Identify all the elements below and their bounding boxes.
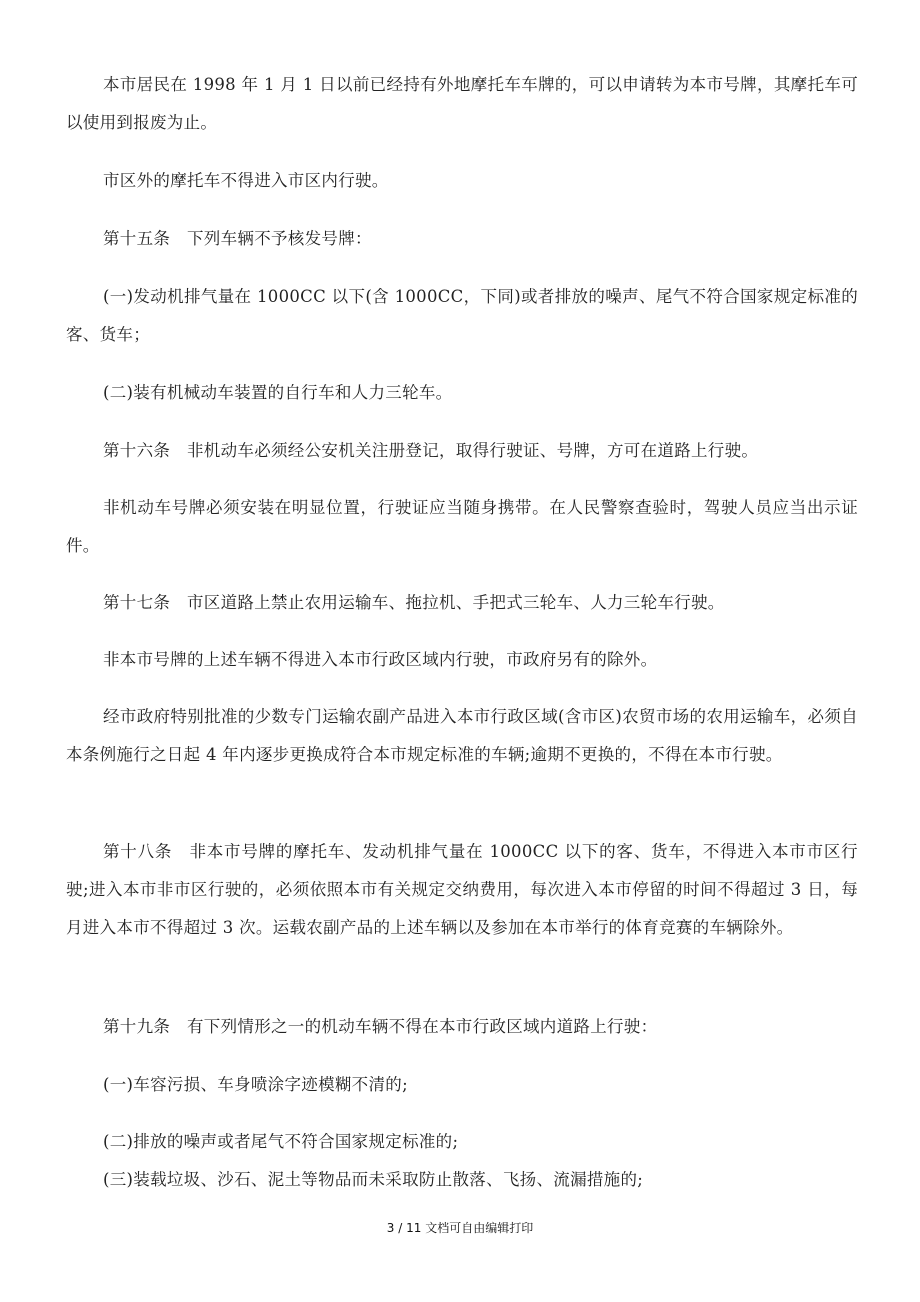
paragraph-no-entry-urban: 市区外的摩托车不得进入市区内行驶。 xyxy=(103,171,389,190)
page-footer: 3 / 11 文档可自由编辑打印 xyxy=(386,1221,534,1235)
paragraph-article-15-item-2: (二)装有机械动车装置的自行车和人力三轮车。 xyxy=(103,383,453,402)
paragraph-article-19-item-1: (一)车容污损、车身喷涂字迹模糊不清的; xyxy=(103,1075,408,1094)
paragraph-article-15: 第十五条 下列车辆不予核发号牌： xyxy=(103,229,372,248)
paragraph-article-16-plate-display: 非机动车号牌必须安装在明显位置，行驶证应当随身携带。在人民警察查验时，驾驶人员应当出示证件。 xyxy=(66,498,858,555)
paragraph-article-19-item-2: (二)排放的噪声或者尾气不符合国家规定标准的; xyxy=(103,1132,459,1151)
paragraph-article-17-non-local: 非本市号牌的上述车辆不得进入本市行政区域内行驶，市政府另有的除外。 xyxy=(103,650,658,669)
paragraph-article-19: 第十九条 有下列情形之一的机动车辆不得在本市行政区域内道路上行驶： xyxy=(103,1017,658,1036)
paragraph-article-16: 第十六条 非机动车必须经公安机关注册登记，取得行驶证、号牌，方可在道路上行驶。 xyxy=(103,441,759,460)
paragraph-article-17: 第十七条 市区道路上禁止农用运输车、拖拉机、手把式三轮车、人力三轮车行驶。 xyxy=(103,593,725,612)
paragraph-article-19-item-3: (三)装载垃圾、沙石、泥土等物品而未采取防止散落、飞扬、流漏措施的; xyxy=(103,1170,644,1189)
paragraph-article-15-item-1: (一)发动机排气量在 1000CC 以下(含 1000CC，下同)或者排放的噪声、尾气不符合国家规定标准的客、货车； xyxy=(66,287,858,344)
paragraph-article-17-farm-vehicles: 经市政府特别批准的少数专门运输农副产品进入本市行政区域(含市区)农贸市场的农用运输车，必须自本条例施行之日起 4 年内逐步更换成符合本市规定标准的车辆;逾期不更换的，不得在本市行驶。 xyxy=(66,707,858,764)
paragraph-resident-motorcycle-plates: 本市居民在 1998 年 1 月 1 日以前已经持有外地摩托车车牌的，可以申请转为本市号牌，其摩托车可以使用到报废为止。 xyxy=(66,75,858,132)
paragraph-article-18: 第十八条 非本市号牌的摩托车、发动机排气量在 1000CC 以下的客、货车，不得进入本市市区行驶;进入本市非市区行驶的，必须依照本市有关规定交纳费用，每次进入本市停留的时间不得超过 3 日，每月进入本市不得超过 3 次。运载农副产品的上述车辆以及参加在本市举行的体育竞赛的车辆除外。 xyxy=(66,842,858,937)
